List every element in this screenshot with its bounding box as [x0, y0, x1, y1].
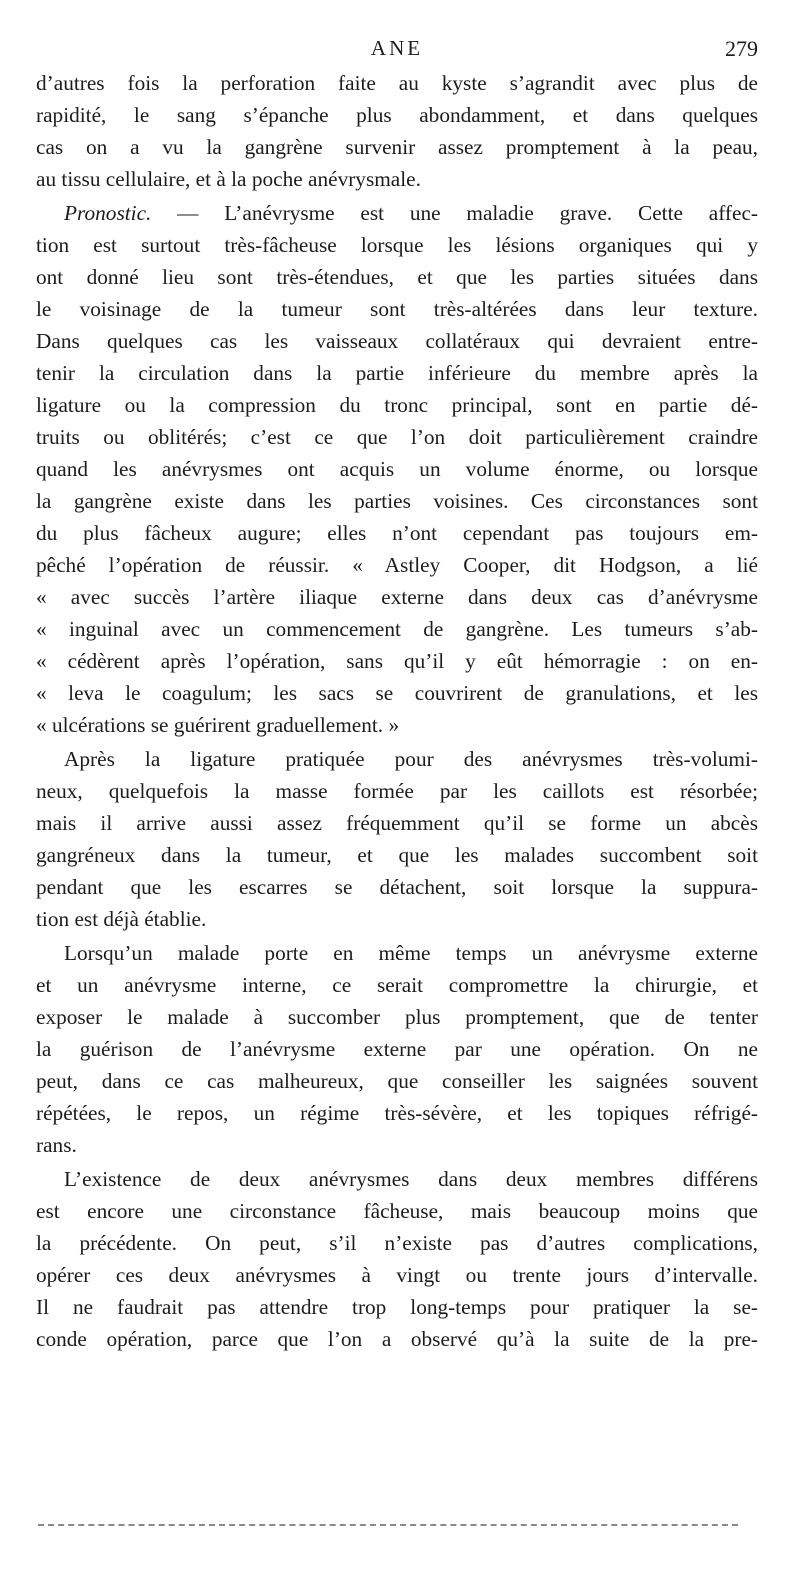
page-number: 279: [725, 36, 758, 61]
text-line: ligature ou la compression du tronc principal, sont en partie dé-: [36, 393, 758, 417]
text-line: la gangrène existe dans les parties voisines. Ces circonstances sont: [36, 489, 758, 513]
text-line: pendant que les escarres se détachent, soit lorsque la suppura-: [36, 875, 758, 899]
running-head: ANE: [370, 36, 424, 60]
paragraph-1: [36, 67, 758, 195]
footer-dashed-rule: [38, 1524, 738, 1526]
text-line-rest: — L’anévrysme est une maladie grave. Cette affec-: [151, 201, 758, 225]
text-line: pêché l’opération de réussir. « Astley Cooper, dit Hodgson, a lié: [36, 553, 758, 577]
text-line: Il ne faudrait pas attendre trop long-temps pour pratiquer la se-: [36, 1295, 758, 1319]
text-line: la précédente. On peut, s’il n’existe pas d’autres complications,: [36, 1231, 758, 1255]
text-line: peut, dans ce cas malheureux, que conseiller les saignées souvent: [36, 1069, 758, 1093]
paragraph-2: [36, 197, 758, 741]
text-line: « ulcérations se guérirent graduellement. »: [36, 713, 400, 737]
text-line: au tissu cellulaire, et à la poche anévrysmale.: [36, 167, 421, 191]
text-line: Après la ligature pratiquée pour des anévrysmes très-volumi-: [64, 747, 758, 771]
text-line: « leva le coagulum; les sacs se couvrirent de granulations, et les: [36, 681, 758, 705]
text-line: conde opération, parce que l’on a observé qu’à la suite de la pre-: [36, 1327, 758, 1351]
text-line: [36, 197, 758, 229]
body-text: [36, 67, 758, 1357]
text-line: exposer le malade à succomber plus promptement, que de tenter: [36, 1005, 758, 1029]
text-line: rapidité, le sang s’épanche plus abondamment, et dans quelques: [36, 103, 758, 127]
text-line: Dans quelques cas les vaisseaux collatéraux qui devraient entre-: [36, 329, 758, 353]
text-line: L’existence de deux anévrysmes dans deux membres différens: [64, 1167, 758, 1191]
text-line: mais il arrive aussi assez fréquemment qu’il se forme un abcès: [36, 811, 758, 835]
section-lead-pronostic: Pronostic.: [64, 201, 152, 225]
text-line: le voisinage de la tumeur sont très-altérées dans leur texture.: [36, 297, 758, 321]
text-line: « cédèrent après l’opération, sans qu’il y eût hémorragie : on en-: [36, 649, 758, 673]
paragraph-5: [36, 1163, 758, 1355]
text-line: du plus fâcheux augure; elles n’ont cependant pas toujours em-: [36, 521, 758, 545]
text-line: gangréneux dans la tumeur, et que les malades succombent soit: [36, 843, 758, 867]
text-line: ont donné lieu sont très-étendues, et que les parties situées dans: [36, 265, 758, 289]
text-line: « inguinal avec un commencement de gangrène. Les tumeurs s’ab-: [36, 617, 758, 641]
text-line: et un anévrysme interne, ce serait compromettre la chirurgie, et: [36, 973, 758, 997]
text-line: opérer ces deux anévrysmes à vingt ou trente jours d’intervalle.: [36, 1263, 758, 1287]
text-line: la guérison de l’anévrysme externe par une opération. On ne: [36, 1037, 758, 1061]
text-line: rans.: [36, 1133, 77, 1157]
text-line: Lorsqu’un malade porte en même temps un anévrysme externe: [64, 941, 758, 965]
paragraph-4: [36, 937, 758, 1161]
text-line: tion est surtout très-fâcheuse lorsque les lésions organiques qui y: [36, 233, 758, 257]
text-line: neux, quelquefois la masse formée par les caillots est résorbée;: [36, 779, 758, 803]
text-line: d’autres fois la perforation faite au kyste s’agrandit avec plus de: [36, 71, 758, 95]
text-line: répétées, le repos, un régime très-sévère, et les topiques réfrigé-: [36, 1101, 758, 1125]
text-line: tenir la circulation dans la partie inférieure du membre après la: [36, 361, 758, 385]
page-header: [36, 36, 758, 66]
paragraph-3: [36, 743, 758, 935]
text-line: tion est déjà établie.: [36, 907, 207, 931]
text-line: est encore une circonstance fâcheuse, mais beaucoup moins que: [36, 1199, 758, 1223]
text-line: cas on a vu la gangrène survenir assez promptement à la peau,: [36, 135, 758, 159]
text-line: truits ou oblitérés; c’est ce que l’on doit particulièrement craindre: [36, 425, 758, 449]
text-line: quand les anévrysmes ont acquis un volume énorme, ou lorsque: [36, 457, 758, 481]
text-line: « avec succès l’artère iliaque externe dans deux cas d’anévrysme: [36, 585, 758, 609]
